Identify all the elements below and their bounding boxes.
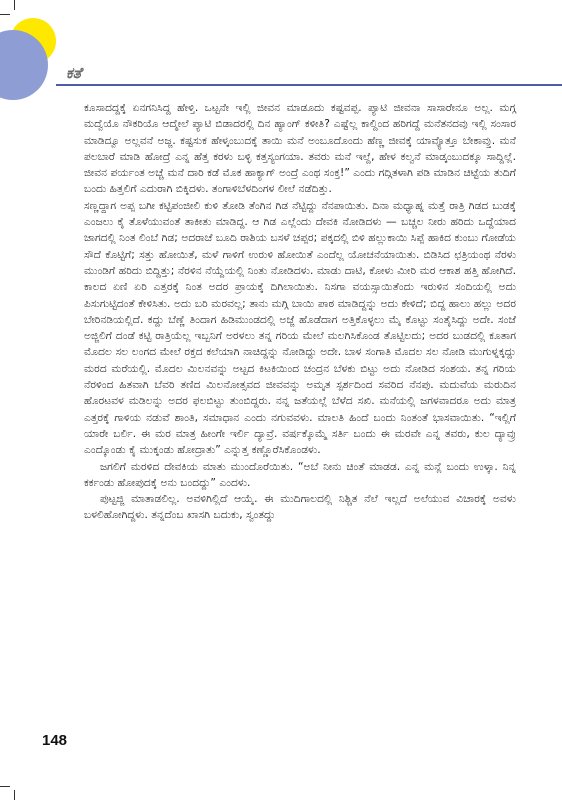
paragraph: ಕೂಸಾದದ್ದಕ್ಕೆ ಏನಗನಿಸಿದ್ದ ಹೇಳ್ತಿ. ಒಟ್ಟನೇ ಇಲ್ಲಿ ಜೀವನ ಮಾಡೂದು ಕಷ್ಟವಪ್ಪ. ಪ್ಯಾಟಿ ಜೀವನಾ ಸಾಸಾರೇನೂ ಅಲ್ಲ. ಮಗ್ಗ ಮದ್ವೆಯೊ ನೌಕರಿಯೊ ಆದ್ಮೇಲೆ ಪ್ಯಾಟಿ ಬಿಡಾದರಲ್ಲಿ ದಿನ ಹ್ಯಾಂಗ್ ಕಳೀತಿ? ಎಷ್ಟೆಲ್ಲ ಕಾಲ್ದಿಂದ ಹರಿಗದ್ದೆ ಮನೆತನದವು ಇಲ್ಲಿ ಸಂಸಾರ ಮಾಡಿದ್ವೂ ಅಲ್ಲವನೆ ಅಜ್ಜ. ಕಷ್ಟಸುಕ ಹೇಳ್ಕಂಬುದಕ್ಕೆ ತಾಯಿ ಮನೆ ಅಂಬೂದೊಂದು ಹೆಣ್ಣ ಜೀವಕ್ಕೆ ಯಾವ್ಯೊತ್ತೂ ಬೇಕಾವ್ತು. ಮನೆ ಪಲಬಾರೆ ಮಾಡಿ ಹೋದ್ರೆ ಎನ್ನ ಹೆತ್ತ ಕರಳು ಬಳ್ಳಿ ಕತ್ತಸ್ಯಂಗಯಾ. ತವರು ಮನೆ ಇಲ್ದೆ, ಹೇಳ ಕಲ್ವನೆ ಮಾಡ್ಕಂಬುದಕ್ಕೂ ಸಾದ್ದಿಲ್ಲೆ. ಜೀವನ ಪರ್ಯಂತ ಅಚ್ಚೆ ಮನೆ ದಾರಿ ಕಡೆ ಮೊಕ ಹಾಕ್ಯಾಗ್ ಅಂದ್ರೆ ಎಂಥ ಸಂಕ್ತ!” ಎಂದು ಗದ್ಗಿತಳಾಗಿ ಪಡಿ ಮಾಡಿನ ಚಿಟ್ಟೆಯ ತುದಿಗೆ ಬಂದು ಹಿತ್ತಲಿಗೆ ಎದುರಾಗಿ ಬಿಕ್ಕಿದಳು. ತಂಗಾಳಿಬೆಳದಿಂಗಳ ಲೀಲೆ ನಡೆದಿತ್ತು. — [84, 101, 516, 196]
story-text — [84, 100, 516, 524]
paragraph: ಸಣ್ಣದ್ದಾಗ ಅಪ್ಪ ಬಗೀ ಕಟ್ಟಿಪಂಜೀಲಿ ಕುಳಿ ತೋಡಿ ತೆಂಗಿನ ಗಿಡ ನೆಟ್ಟಿದ್ದು ನೆನಪಾಯಿತು. ದಿನಾ ಮಧ್ಯಾಹ್ನ ಮತ್ತೆ ರಾತ್ರಿ ಗಿಡದ ಬುಡಕ್ಕೆ ಎಂಜಲು ಕೈ ತೊಳೆಯುವಂತೆ ತಾಕೀತು ಮಾಡಿದ್ದ. ಆ ಗಿಡ ಎಲ್ಲೆಂದು ದೇವಕಿ ನೋಡಿದಳು — ಬಚ್ಚಲ ನೀರು ಹರಿದು ಒದ್ದೆಯಾದ ಜಾಗದಲ್ಲಿ ನಿಂತ ಲಿಂಬೆ ಗಿಡ; ಅದರಾಚೆ ಬೂದಿ ರಾಶಿಯ ಬಸಳೆ ಚಪ್ಪರ; ಪಕ್ಕದಲ್ಲಿ ಬಿಳಿ ಹಲ್ಲುಕಾಯಿ ಸಿಪ್ಪೆ ಹಾಕಿದ ಕುಂಬು ಗೋಡೆಯ ಸೌದೆ ಕೊಟ್ಟಿಗೆ; ಸತ್ತು ಹೋಯಿತೆ, ಮಳೆ ಗಾಳಿಗೆ ಉರುಳಿ ಹೋಯಿತೆ ಎಂದೆಲ್ಲ ಯೋಚನೆಯಾಯಿತು. ಬಿಡಿಸಿದ ಛತ್ರಿಯಂಥ ನೆರಳು ಮುಂಡಿಗೆ ಹರಿದು ಬಿದ್ದಿತ್ತು; ನೆರಳಿನ ನೆಯ್ದೆಯಲ್ಲಿ ನಿಂತು ನೋಡಿದಳು. ಮಾಡು ದಾಟಿ, ಕೋಳು ಮೀರಿ ಮರ ಆಕಾಶ ಹತ್ತಿ ಹೋಗಿದೆ. ಕಾಲದ ಏಣಿ ಏರಿ ಎತ್ತರಕ್ಕೆ ನಿಂತ ಅದರ ಪ್ರಾಯಕ್ಕೆ ದಿಗಿಲಾಯಿತು. ನಿಸಗಾ ವಯಸ್ಸಾಯಿತೆಂದು ಇರುಳಿನ ಸಂದಿಯಲ್ಲಿ ಅದು ಪಿಸುಗುಟ್ಟಿದಂತೆ ಕೇಳಿಸಿತು. ಅದು ಬರಿ ಮರವಲ್ಲ; ತಾನು ಮಗ್ಗಿ ಬಾಯಿ ಪಾಠ ಮಾಡಿದ್ದನ್ನು ಅದು ಕೇಳಿದೆ; ಬಿದ್ದ ಹಾಲು ಹಲ್ಲು ಅದರ ಬೇರಿನಡಿಯಲ್ಲಿದೆ. ಕದ್ದು ಬೆಣ್ಣೆ ತಿಂದಾಗ ಹಿಡಿಮುಂಡದಲ್ಲಿ ಅಜ್ಜೆ ಹೊಡೆದಾಗ ಅತ್ತಿಕೊಳ್ಳಲು ಮೈ ಕೊಟ್ಟು ಸಂತೈಸಿದ್ದು ಅದೇ. ಸಂಜೆ ಅಜ್ಜಿಲಿಗೆ ದಂಡೆ ಕಟ್ಟಿ ರಾತ್ರಿಯೆಲ್ಲ ಇಬ್ಬನಿಗೆ ಅರಳಲು ತನ್ನ ಗರಿಯ ಮೇಲೆ ಮಲಗಿಸಿಕೊಂಡ ತೊಟ್ಟಿಲದು; ಅದರ ಬುಡದಲ್ಲಿ ಕೂತಾಗ ಮೊದಲ ಸಲ ಲಂಗದ ಮೇಲೆ ರಕ್ತದ ಕಲೆಯಾಗಿ ನಾಚಿದ್ದನ್ನು ನೋಡಿದ್ದು ಅದೇ. ಬಾಳ ಸಂಗಾತಿ ಮೊದಲ ಸಲ ನೋಡಿ ಮುಗುಳ್ನಕ್ಕದ್ದು ಮರದ ಮರೆಯಲ್ಲಿ. ಮೊದಲ ಮಿಲನವನ್ನು ಅಟ್ಟದ ಕಿಟಕಿಯಿಂದ ಚಂದ್ರನ ಬೆಳಕು ಬಿಟ್ಟು ಅದು ನೋಡಿದ ಸಂಶಯ. ತನ್ನ ಗರಿಯ ನೆರಳಿಂದ ಹಿತವಾಗಿ ಬೆವರಿ ತಣಿದ ಮಿಲನೋತ್ಸವದ ಜೀವವನ್ನು ಅಮೃತ ಸ್ಪರ್ಶದಿಂದ ಸವರಿದ ನೆನಪು. ಮದುವೆಯ ಮರುದಿನ ಹೊರಟವಳ ಮಡಿಲನ್ನು ಅದರ ಫಲಬಿಟ್ಟು ತುಂಬಿದ್ದರು. ನನ್ನ ಜತೆಯಲ್ಲೆ ಬೆಳೆದ ಸಖಿ. ಮನೆಯಲ್ಲಿ ಜಗಳವಾದರೂ ಅದು ಮಾತ್ರ ಎತ್ತರಕ್ಕೆ ಗಾಳಿಯ ನಡುವೆ ಶಾಂತಿ, ಸಮಾಧಾನ ಎಂದು ನಗುವವಳು. ಮಾಲತಿ ಹಿಂದೆ ಬಂದು ನಿಂತಂತೆ ಭಾಸವಾಯಿತು. “ಇಲ್ಲಿಗೆ ಯಾರೇ ಬರ್ಲಿ. ಈ ಮರ ಮಾತ್ರ ಹೀಂಗೇ ಇರ್ಲಿ ದ್ಯಾವ್ರೆ. ವರ್ಷಕ್ಕೊಮ್ಮೆ ಸರ್ತಿ ಬಂದು ಈ ಮರವೇ ಎನ್ನ ತವರು, ಕುಲ ದ್ಯಾವ್ರು ಎಂದ್ಕೊಂಡು ಕೈ ಮುಕ್ಕಂಡು ಹೋದ್ರಾತು” ಎನ್ನುತ್ತ ಕಣ್ಣೊರೆಸಿಕೊಂಡಳು. — [84, 198, 516, 457]
paragraph: ಜಗಲಿಗೆ ಮರಳಿದ ದೇವಕಿಯ ಮಾತು ಮುಂದೊರೆಯಿತು. “ಅಬೆ ನೀನು ಚಿಂತೆ ಮಾಡಡ. ಎನ್ನ ಮನ್ಲೆ ಬಂದು ಉಳ್ಕಾ. ನಿನ್ನ ಕರ್ಕಂಡು ಹೋಪುದಕ್ಕೆ ಅನು ಬಂದದ್ದು” ಎಂದಳು. — [84, 459, 516, 489]
crop-mark-top-left-v — [14, 0, 15, 10]
crop-mark-bottom-left-v — [14, 790, 15, 800]
crop-mark-top-left-h — [0, 14, 10, 15]
header-rule — [56, 84, 562, 86]
page-number: 148 — [42, 732, 68, 749]
crop-mark-bottom-left-h — [0, 786, 10, 787]
section-label: ಕತೆ — [66, 64, 82, 82]
paragraph: ಪುಟ್ಟಜ್ಜಿ ಮಾತಾಡಲಿಲ್ಲ. ಅವಳಿಗಿಲ್ಲಿದೆ ಆಯ್ಕೆ. ಈ ಮುದಿಗಾಲದಲ್ಲಿ ನಿಶ್ಚಿತ ನೆಲೆ ಇಲ್ಲದೆ ಅಲೆಯುವ ವಿಚಾರಕ್ಕೆ ಅವಳು ಬಳಲಿಹೋಗಿದ್ದಳು. ತನ್ನದೆಂಬ ಖಾಸಗಿ ಬದುಕು, ಸ್ವಂತದ್ದು — [84, 492, 516, 522]
